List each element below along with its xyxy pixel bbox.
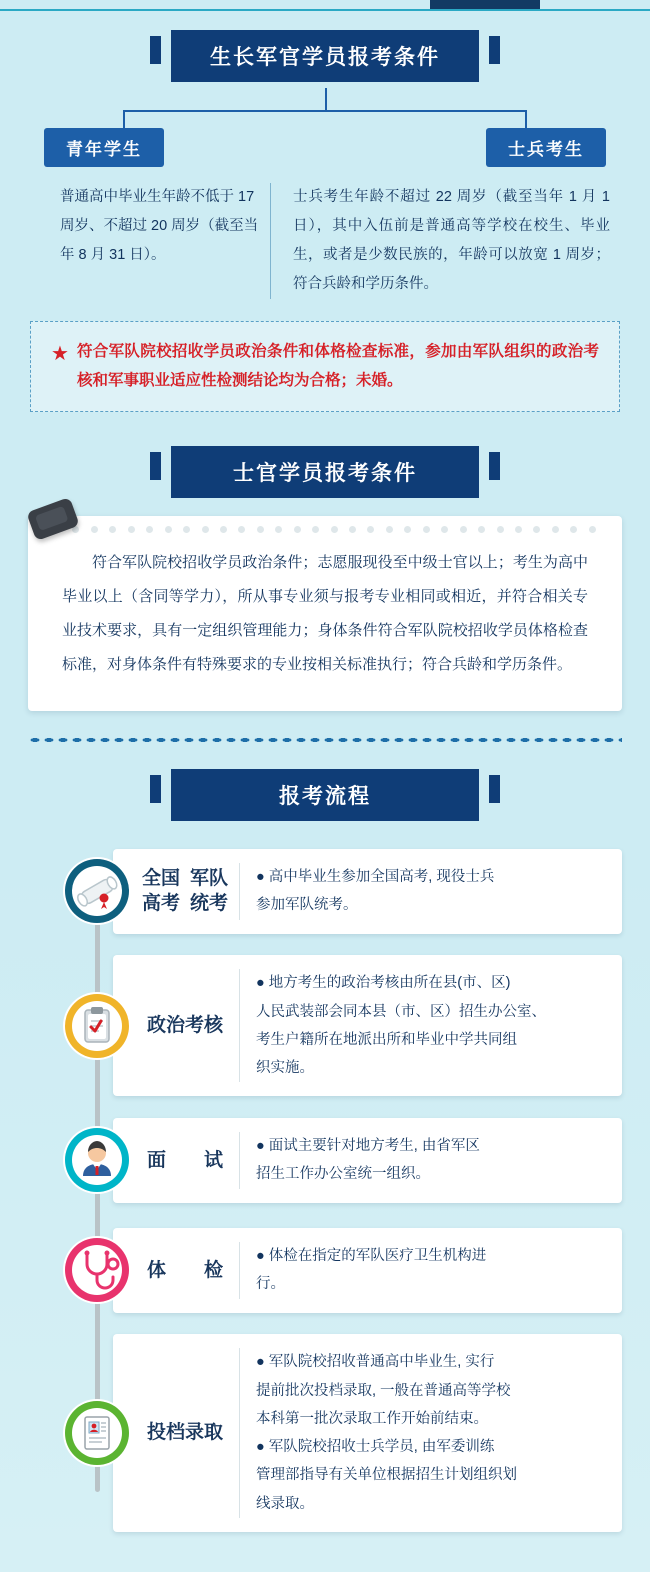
dotted-divider bbox=[28, 737, 622, 743]
flow-line: ● 军队院校招收士兵学员, 由军委训练 bbox=[256, 1439, 495, 1456]
flow-step-body bbox=[240, 849, 622, 934]
flow-step-label: 面 试 bbox=[146, 1149, 223, 1171]
diploma-icon bbox=[63, 857, 131, 925]
flow-line: 人民武装部会同本县（市、区）招生办公室、 bbox=[256, 1003, 546, 1020]
flow-step-label: 体 检 bbox=[146, 1259, 223, 1281]
flow-line: ● 地方考生的政治考核由所在县(市、区) bbox=[256, 975, 511, 992]
branch-connector bbox=[65, 88, 585, 144]
youth-description: 普通高中毕业生年龄不低于 17 周岁、不超过 20 周岁（截至当年 8 月 31 日）。 bbox=[60, 189, 259, 263]
flow-line: 织实施。 bbox=[256, 1060, 314, 1077]
flow-line: ● 军队院校招收普通高中毕业生, 实行 bbox=[256, 1354, 495, 1371]
section3-banner bbox=[0, 769, 650, 821]
section1-banner bbox=[0, 30, 650, 82]
process-flow bbox=[0, 845, 650, 1532]
flow-line: 考生户籍所在地派出所和毕业中学共同组 bbox=[256, 1031, 517, 1048]
connector-right bbox=[525, 110, 527, 130]
flow-line: ● 高中毕业生参加全国高考, 现役士兵 bbox=[256, 869, 495, 886]
top-dark-block bbox=[430, 0, 540, 9]
flow-card bbox=[113, 955, 622, 1096]
flow-card bbox=[113, 1118, 622, 1203]
flow-step bbox=[30, 955, 650, 1096]
flow-step-body bbox=[240, 955, 622, 1096]
idcard-icon bbox=[63, 1399, 131, 1467]
top-rule bbox=[0, 9, 650, 11]
section1-banner-text: 生长军官学员报考条件 bbox=[171, 30, 479, 82]
flow-step-label: 投档录取 bbox=[146, 1422, 223, 1444]
flow-card bbox=[113, 1334, 622, 1532]
connector-bar bbox=[123, 110, 527, 112]
flow-line: 参加军队统考。 bbox=[256, 897, 358, 914]
flow-step bbox=[30, 1224, 650, 1316]
flow-step-body bbox=[240, 1228, 622, 1313]
interview-icon bbox=[63, 1126, 131, 1194]
section2-banner bbox=[0, 446, 650, 498]
common-requirement-text: 符合军队院校招收学员政治条件和体格检查标准，参加由军队组织的政治考核和军事职业适应性检测结论均为合格；未婚。 bbox=[76, 343, 599, 389]
star-icon: ★ bbox=[51, 343, 69, 365]
section2-banner-text: 士官学员报考条件 bbox=[171, 446, 479, 498]
flow-line: 管理部指导有关单位根据招生计划组织划 bbox=[256, 1467, 517, 1484]
flow-step bbox=[30, 845, 650, 937]
memo-text: 符合军队院校招收学员政治条件；志愿服现役至中级士官以上；考生为高中毕业以上（含同等学力），所从事专业须与报考专业相同或相近，并符合相关专业技术要求，具有一定组织管理能力；身体条件符合军队院校招收学员体格检查标准，对身体条件有特殊要求的专业按相关标准执行；符合兵龄和学历条件。 bbox=[62, 554, 588, 673]
common-requirement-note bbox=[30, 321, 620, 412]
flow-step bbox=[30, 1334, 650, 1532]
flow-card bbox=[113, 849, 622, 934]
flow-line: 线录取。 bbox=[256, 1495, 314, 1512]
connector-stem bbox=[325, 88, 327, 110]
flow-step-label: 政治考核 bbox=[146, 1015, 223, 1037]
flow-step bbox=[30, 1114, 650, 1206]
branch-descriptions bbox=[30, 183, 620, 299]
clipboard-icon bbox=[63, 992, 131, 1060]
flow-line: 本科第一批次录取工作开始前结束。 bbox=[256, 1410, 488, 1427]
flow-line: 提前批次投档录取, 一般在普通高等学校 bbox=[256, 1382, 511, 1399]
connector-left bbox=[123, 110, 125, 130]
flow-card bbox=[113, 1228, 622, 1313]
flow-line: 招生工作办公室统一组织。 bbox=[256, 1166, 430, 1183]
flow-line: ● 体检在指定的军队医疗卫生机构进 bbox=[256, 1248, 487, 1265]
flow-step-label: 全国高考 军队统考 bbox=[141, 867, 228, 915]
top-decoration bbox=[0, 0, 650, 14]
flow-step-body bbox=[240, 1334, 622, 1532]
stethoscope-icon bbox=[63, 1236, 131, 1304]
memo-card bbox=[28, 516, 622, 711]
memo-punch-holes bbox=[54, 526, 596, 533]
branch-tag-youth: 青年学生 bbox=[44, 128, 164, 167]
flow-line: 行。 bbox=[256, 1276, 285, 1293]
branch-tag-soldier: 士兵考生 bbox=[486, 128, 606, 167]
flow-line: ● 面试主要针对地方考生, 由省军区 bbox=[256, 1138, 480, 1155]
soldier-description: 士兵考生年龄不超过 22 周岁（截至当年 1 月 1 日），其中入伍前是普通高等学校在校生、毕业生，或者是少数民族的，年龄可以放宽 1 周岁；符合兵龄和学历条件。 bbox=[270, 183, 620, 299]
flow-step-body bbox=[240, 1118, 622, 1203]
memo-card-wrap bbox=[28, 516, 622, 711]
section3-banner-text: 报考流程 bbox=[171, 769, 479, 821]
